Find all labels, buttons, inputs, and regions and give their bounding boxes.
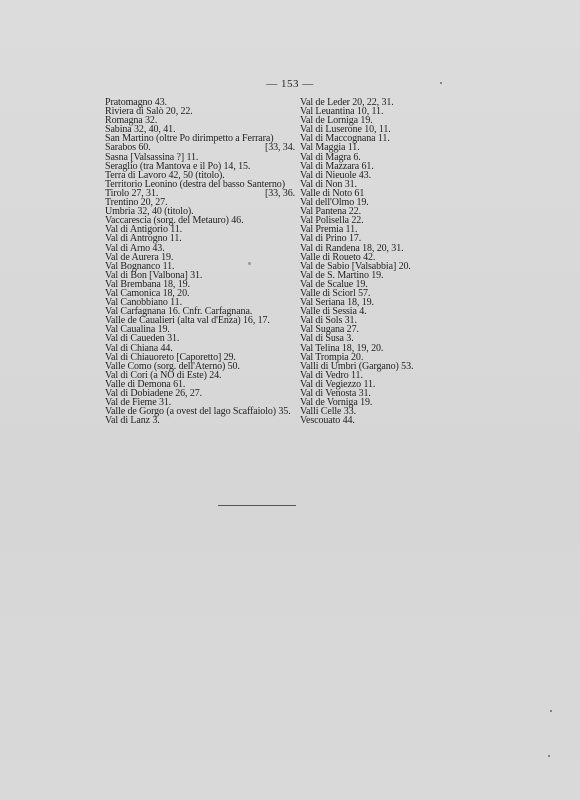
index-entry-text: Val dell'Olmo 19. — [300, 197, 369, 209]
index-entry-text: Vaccarescia (sorg. del Metauro) 46. — [105, 215, 244, 227]
paper-speck — [548, 755, 550, 757]
index-entry-text: Val di Arno 43. — [105, 242, 165, 254]
index-entry-text: Val Brembana 18, 19. — [105, 278, 190, 290]
index-entry-text: Val di Maccognana 11. — [300, 133, 390, 145]
index-entry-text: Valle di Sessia 4. — [300, 306, 367, 318]
paper-speck — [440, 82, 442, 84]
index-entry-text: Val di Dobiadene 26, 27. — [105, 388, 203, 399]
index-entry-text: Sarabos 60. — [105, 142, 151, 154]
index-entry-text: Romagna 32. — [105, 115, 158, 127]
index-entry-text: Val Camonica 18, 20. — [105, 287, 190, 299]
index-entry-text: Val Trompia 20. — [300, 351, 364, 363]
index-entry-continuation: [33, 34. — [264, 142, 295, 154]
index-entry-text: Val de Lorniga 19. — [300, 115, 373, 127]
index-entry-text: Val di Sols 31. — [300, 315, 357, 327]
index-entry-text: Val di Antrogno 11. — [105, 233, 182, 245]
index-entry-text: Val Maggia 11. — [300, 142, 360, 154]
index-entry-text: Val Premia 11. — [300, 224, 358, 236]
index-entry-continuation: [33, 36. — [264, 187, 295, 199]
index-entry-text: Val di Magra 6. — [300, 151, 361, 163]
index-entry-text: Sasna [Valsassina ?] 11. — [105, 151, 199, 163]
section-divider — [218, 505, 296, 506]
index-entry-text: Valle di Sciorl 57. — [300, 287, 371, 299]
index-column-right — [300, 98, 480, 425]
index-entry — [300, 416, 480, 425]
index-entry-text: Val Canobbiano 11. — [105, 297, 182, 309]
index-entry-text: Val de Fieme 31. — [105, 397, 172, 409]
index-entry-text: Umbria 32, 40 (titolo). — [105, 206, 194, 218]
index-entry-text: Val di Venosta 31. — [300, 388, 371, 399]
index-entry-text: Val di Lanz 3. — [105, 415, 160, 427]
index-entry-text: San Martino (oltre Po dirimpetto a Ferrara) — [105, 133, 274, 145]
index-entry-text: Trentino 20, 27. — [105, 197, 168, 209]
index-entry-text: Val Caualina 19. — [105, 324, 170, 336]
index-entry-text: Val di Bon [Valbona] 31. — [105, 269, 203, 281]
index-entry-text: Val di Chiauoreto [Caporetto] 29. — [105, 351, 236, 363]
index-entry-text: Val di Mazzara 61. — [300, 160, 374, 172]
index-entry-text: Valle de Gorgo (a ovest del lago Scaffaiolo) 35. — [105, 406, 291, 418]
index-entry-text: Val de S. Martino 19. — [300, 269, 384, 281]
index-entry-text: Val di Antigorio 11. — [105, 224, 183, 236]
index-entry-text: Valle di Roueto 42. — [300, 251, 376, 263]
index-entry — [105, 416, 295, 425]
index-entry-text: Val Sugana 27. — [300, 324, 359, 336]
index-entry-text: Val Leuantina 10, 11. — [300, 106, 384, 118]
index-entry-text: Territorio Leonino (destra del basso Santerno) — [105, 178, 285, 190]
index-entry-text: Valli Celle 33. — [300, 406, 356, 418]
index-entry-text: Terra di Lavoro 42, 50 (titolo). — [105, 169, 225, 181]
page-number: — 153 — — [266, 78, 314, 90]
index-entry-text: Pratomagno 43. — [105, 97, 167, 108]
index-entry-text: Val de Aurera 19. — [105, 251, 174, 263]
index-entry-text: Sabina 32, 40, 41. — [105, 124, 176, 136]
index-entry-text: Valle Como (sorg. dell'Aterno) 50. — [105, 360, 240, 372]
paper-speck — [550, 710, 552, 712]
index-entry-text: Valle di Demona 61. — [105, 378, 186, 390]
index-entry-text: Val de Vorniga 19. — [300, 397, 373, 409]
index-entry-text: Val di Susa 3. — [300, 333, 354, 345]
index-entry-text: Val di Vegiezzo 11. — [300, 378, 376, 390]
index-entry-text: Seraglio (tra Mantova e il Po) 14, 15. — [105, 160, 251, 172]
index-entry-text: Val di Randena 18, 20, 31. — [300, 242, 404, 254]
index-entry-text: Val de Sabio [Valsabbia] 20. — [300, 260, 411, 272]
index-entry-text: Val di Luserone 10, 11. — [300, 124, 391, 136]
index-column-left — [105, 98, 295, 425]
index-entry-text: Val Seriana 18, 19. — [300, 297, 374, 309]
index-entry-text: Val Carfagnana 16. Cnfr. Carfagnana. — [105, 306, 253, 318]
index-entry-text: Val Polisella 22. — [300, 215, 364, 227]
index-entry-text: Val di Vedro 11. — [300, 369, 363, 381]
index-entry-text: Val de Leder 20, 22, 31. — [300, 97, 394, 108]
index-entry-text: Val Telina 18, 19, 20. — [300, 342, 384, 354]
index-entry-text: Tirolo 27, 31. — [105, 187, 159, 199]
paper-speck — [248, 262, 251, 265]
index-entry-text: Valli di Umbri (Gargano) 53. — [300, 360, 414, 372]
index-entry-text: Riviera di Salò 20, 22. — [105, 106, 193, 118]
index-entry-text: Val di Prino 17. — [300, 233, 362, 245]
index-entry-text: Valle de Caualieri (alta val d'Enza) 16, 17. — [105, 315, 270, 327]
index-entry-text: Val di Nieuole 43. — [300, 169, 371, 181]
index-entry-text: Val di Cori (a NO di Este) 24. — [105, 369, 222, 381]
index-entry-text: Val de Scalue 19. — [300, 278, 368, 290]
index-entry-text: Val di Non 31. — [300, 178, 357, 190]
index-entry-text: Val di Chiana 44. — [105, 342, 173, 354]
index-entry-text: Val Bognanco 11. — [105, 260, 175, 272]
index-entry-text: Vescouato 44. — [300, 415, 355, 427]
index-entry-text: Valle di Noto 61 — [300, 187, 365, 199]
index-entry-text: Val Pantena 22. — [300, 206, 361, 218]
index-entry-text: Val di Caueden 31. — [105, 333, 180, 345]
